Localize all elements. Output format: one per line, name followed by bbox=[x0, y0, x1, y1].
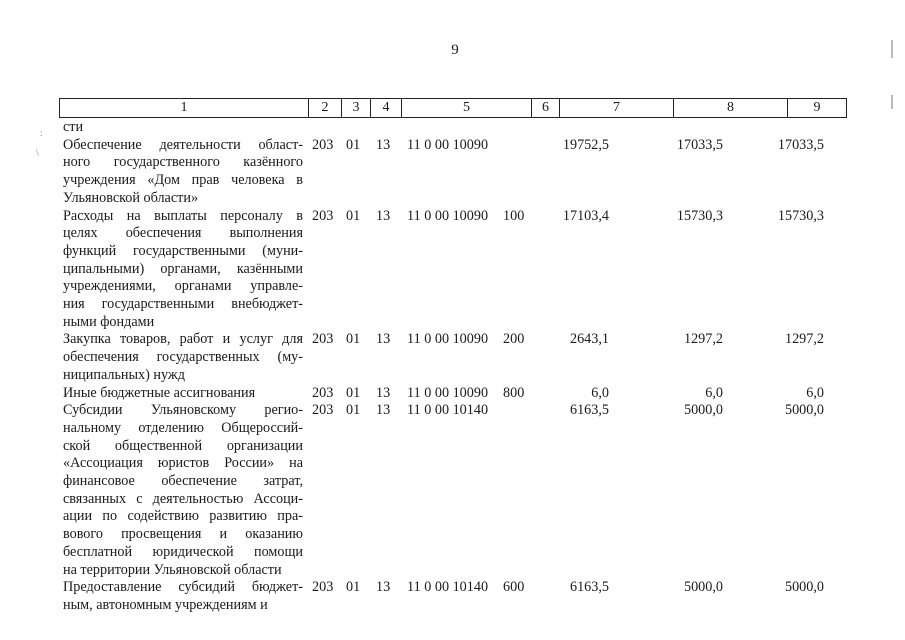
amount-col-9: 17033,5 bbox=[777, 136, 824, 153]
description-line: на территории Ульяновской области bbox=[63, 561, 282, 578]
row-description bbox=[63, 579, 303, 614]
section-code: 01 bbox=[346, 579, 361, 596]
header-col-4: 4 bbox=[371, 99, 402, 118]
table-row bbox=[63, 385, 848, 403]
continuation-row bbox=[63, 119, 848, 137]
header-col-8: 8 bbox=[674, 99, 788, 118]
header-col-5: 5 bbox=[402, 99, 532, 118]
description-line: Обеспечение деятельности област- bbox=[63, 136, 303, 153]
target-article-code: 11 0 00 10090 bbox=[407, 207, 489, 224]
row-description bbox=[63, 385, 303, 403]
description-line: Ульяновской области» bbox=[63, 189, 199, 206]
table-row bbox=[63, 331, 848, 384]
amount-col-9: 15730,3 bbox=[777, 207, 824, 224]
amount-col-7: 6163,5 bbox=[569, 402, 609, 419]
description-line: «Ассоциация юристов России» на bbox=[63, 455, 303, 472]
subsection-code: 13 bbox=[376, 384, 391, 401]
header-col-2: 2 bbox=[309, 99, 342, 118]
target-article-code: 11 0 00 10090 bbox=[407, 384, 489, 401]
description-line: финансовое обеспечение затрат, bbox=[63, 473, 303, 490]
description-line: Иные бюджетные ассигнования bbox=[63, 384, 256, 401]
amount-col-7: 6163,5 bbox=[569, 579, 609, 596]
amount-col-8: 17033,5 bbox=[676, 136, 723, 153]
amount-col-9: 1297,2 bbox=[784, 331, 824, 348]
continuation-text: сти bbox=[63, 119, 84, 135]
edge-mark bbox=[891, 95, 893, 109]
margin-mark: \ bbox=[36, 148, 39, 159]
amount-col-8: 5000,0 bbox=[683, 579, 723, 596]
grbs-code: 203 bbox=[312, 136, 334, 153]
edge-mark bbox=[891, 40, 893, 58]
section-code: 01 bbox=[346, 384, 361, 401]
expense-type-code: 100 bbox=[503, 207, 525, 224]
expense-type-code: 200 bbox=[503, 331, 525, 348]
description-line: ации по содействию развитию пра- bbox=[63, 508, 303, 525]
table-row bbox=[63, 579, 848, 614]
section-code: 01 bbox=[346, 136, 361, 153]
description-line: Закупка товаров, работ и услуг для bbox=[63, 331, 303, 348]
description-line: ния государственными внебюджет- bbox=[63, 296, 303, 313]
amount-col-7: 2643,1 bbox=[569, 331, 609, 348]
margin-mark: : bbox=[40, 128, 43, 139]
row-description bbox=[63, 402, 303, 579]
grbs-code: 203 bbox=[312, 579, 334, 596]
table-body bbox=[63, 119, 848, 615]
grbs-code: 203 bbox=[312, 207, 334, 224]
subsection-code: 13 bbox=[376, 579, 391, 596]
target-article-code: 11 0 00 10090 bbox=[407, 331, 489, 348]
target-article-code: 11 0 00 10090 bbox=[407, 136, 489, 153]
subsection-code: 13 bbox=[376, 207, 391, 224]
amount-col-9: 6,0 bbox=[806, 384, 824, 401]
row-description bbox=[63, 208, 303, 332]
grbs-code: 203 bbox=[312, 331, 334, 348]
section-code: 01 bbox=[346, 402, 361, 419]
amount-col-9: 5000,0 bbox=[784, 579, 824, 596]
amount-col-8: 5000,0 bbox=[683, 402, 723, 419]
data-rows bbox=[63, 137, 848, 615]
expense-type-code: 600 bbox=[503, 579, 525, 596]
description-line: ными фондами bbox=[63, 313, 155, 330]
description-line: ным, автономным учреждениям и bbox=[63, 596, 268, 613]
table-row bbox=[63, 208, 848, 332]
description-line: обеспечения государственных (му- bbox=[63, 349, 303, 366]
amount-col-7: 6,0 bbox=[591, 384, 609, 401]
header-col-7: 7 bbox=[560, 99, 674, 118]
expense-type-code: 800 bbox=[503, 384, 525, 401]
amount-col-8: 1297,2 bbox=[683, 331, 723, 348]
subsection-code: 13 bbox=[376, 136, 391, 153]
description-line: ного государственного казённого bbox=[63, 154, 303, 171]
page-number: 9 bbox=[451, 42, 459, 58]
section-code: 01 bbox=[346, 207, 361, 224]
subsection-code: 13 bbox=[376, 402, 391, 419]
subsection-code: 13 bbox=[376, 331, 391, 348]
header-col-3: 3 bbox=[342, 99, 371, 118]
table-header bbox=[59, 98, 847, 118]
description-line: целях обеспечения выполнения bbox=[63, 225, 303, 242]
description-line: ской общественной организации bbox=[63, 437, 303, 454]
amount-col-8: 6,0 bbox=[705, 384, 723, 401]
header-col-1: 1 bbox=[60, 99, 309, 118]
table-row bbox=[63, 402, 848, 579]
target-article-code: 11 0 00 10140 bbox=[407, 579, 489, 596]
description-line: функций государственными (муни- bbox=[63, 242, 303, 259]
header-col-6: 6 bbox=[532, 99, 560, 118]
description-line: связанных с деятельностью Ассоци- bbox=[63, 490, 303, 507]
description-line: нальному отделению Общероссий- bbox=[63, 419, 303, 436]
description-line: ниципальных) нужд bbox=[63, 366, 185, 383]
amount-col-8: 15730,3 bbox=[676, 207, 723, 224]
description-line: Расходы на выплаты персоналу в bbox=[63, 207, 303, 224]
amount-col-9: 5000,0 bbox=[784, 402, 824, 419]
grbs-code: 203 bbox=[312, 402, 334, 419]
target-article-code: 11 0 00 10140 bbox=[407, 402, 489, 419]
description-line: бесплатной юридической помощи bbox=[63, 543, 303, 560]
description-line: учреждениями, органами управле- bbox=[63, 278, 303, 295]
section-code: 01 bbox=[346, 331, 361, 348]
grbs-code: 203 bbox=[312, 384, 334, 401]
row-description bbox=[63, 331, 303, 384]
description-line: Субсидии Ульяновскому регио- bbox=[63, 402, 303, 419]
amount-col-7: 19752,5 bbox=[562, 136, 609, 153]
table-row bbox=[63, 137, 848, 208]
header-col-9: 9 bbox=[788, 99, 847, 118]
row-description bbox=[63, 137, 303, 208]
description-line: Предоставление субсидий бюджет- bbox=[63, 579, 303, 596]
description-line: вового просвещения и оказанию bbox=[63, 526, 303, 543]
amount-col-7: 17103,4 bbox=[562, 207, 609, 224]
description-line: учреждения «Дом прав человека в bbox=[63, 172, 303, 189]
description-line: ципальными) органами, казёнными bbox=[63, 260, 303, 277]
